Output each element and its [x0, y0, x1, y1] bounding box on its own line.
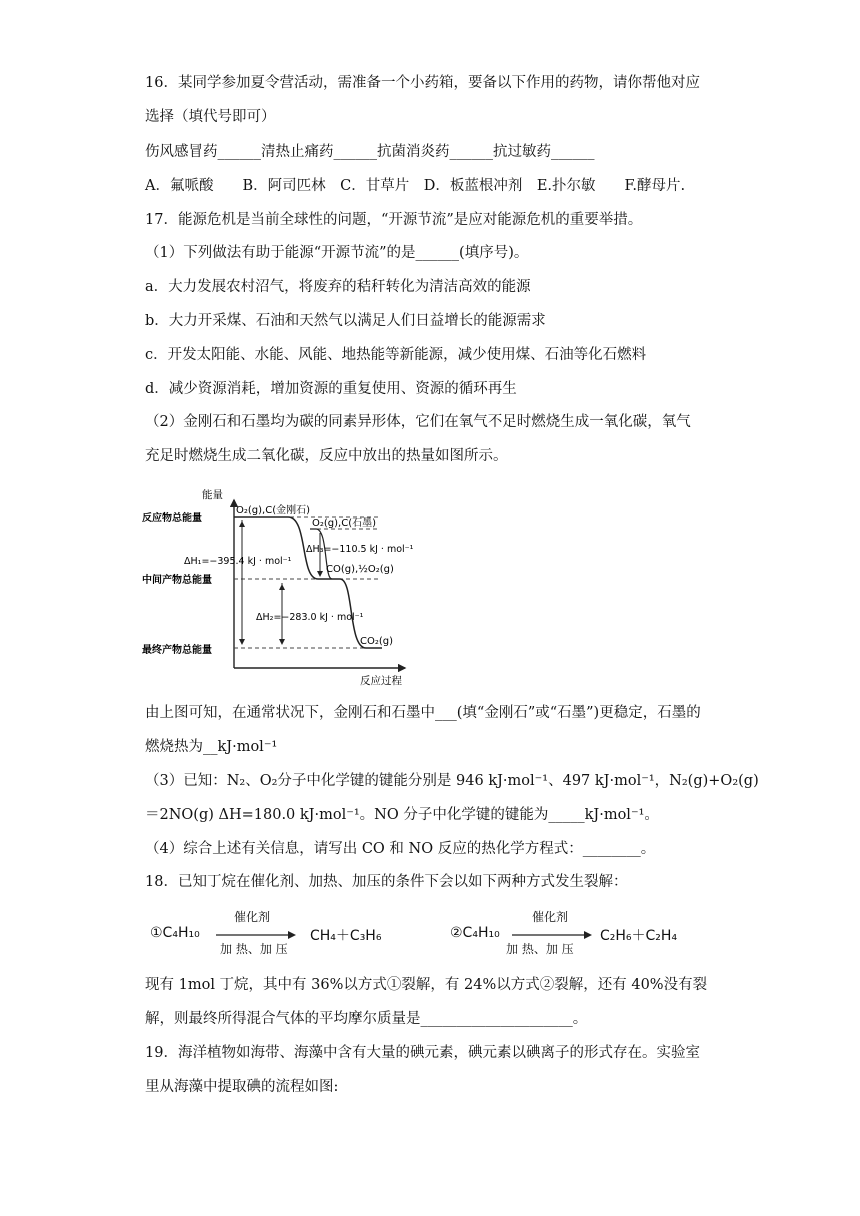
q17-after-line-1: 由上图可知，在通常状况下，金刚石和石墨中___(填“金刚石”或“石墨”)更稳定，石墨的 [145, 705, 701, 721]
reaction-1-products: CH₄＋C₃H₆ [310, 928, 382, 944]
q18-line-3: 解，则最终所得混合气体的平均摩尔质量是_____________________。 [145, 1011, 588, 1027]
dh1-label: ΔH₁=−395.4 kJ · mol⁻¹ [184, 556, 292, 567]
q16-line-1: 16．某同学参加夏令营活动，需准备一个小药箱，要备以下作用的药物，请你帮他对应 [145, 75, 700, 91]
species-graphite: O₂(g),C(石墨) [312, 518, 376, 529]
reaction-1 [150, 910, 410, 964]
reaction-1-conditions: 加 热、加 压 [220, 942, 288, 956]
q18-line-1: 18．已知丁烷在催化剂、加热、加压的条件下会以如下两种方式发生裂解： [145, 874, 628, 890]
q19-line-1: 19．海洋植物如海带、海藻中含有大量的碘元素，碘元素以碘离子的形式存在。实验室 [145, 1045, 700, 1061]
dh2-label: ΔH₂=−283.0 kJ · mol⁻¹ [256, 612, 364, 623]
q17-part3-line-1: （3）已知：N₂、O₂分子中化学键的键能分别是 946 kJ·mol⁻¹、497 kJ·mol⁻¹，N₂(g)+O₂(g) [145, 773, 759, 789]
reaction-2-catalyst: 催化剂 [532, 910, 569, 924]
reaction-2 [450, 910, 710, 964]
q17-part3-line-2: ＝2NO(g) ΔH=180.0 kJ·mol⁻¹。NO 分子中化学键的键能为_____kJ·mol⁻¹。 [145, 807, 659, 823]
reaction-2-reactant: ②C₄H₁₀ [450, 925, 500, 941]
q17-part2-line-2: 充足时燃烧生成二氧化碳，反应中放出的热量如图所示。 [145, 448, 508, 464]
q18-line-2: 现有 1mol 丁烷，其中有 36%以方式①裂解，有 24%以方式②裂解，还有 40%没有裂 [145, 977, 708, 993]
q19-line-2: 里从海藻中提取碘的流程如图: [145, 1079, 339, 1095]
species-diamond: O₂(g),C(金刚石) [236, 505, 310, 516]
reaction-1-reactant: ①C₄H₁₀ [150, 925, 200, 941]
q17-after-line-2: 燃烧热为__kJ·mol⁻¹ [145, 739, 278, 755]
species-co2: CO₂(g) [360, 636, 394, 647]
q17-part4: （4）综合上述有关信息，请写出 CO 和 NO 反应的热化学方程式：________。 [145, 841, 656, 857]
q17-option-b: b．大力开采煤、石油和天然气以满足人们日益增长的能源需求 [145, 313, 546, 329]
q17-part1: （1）下列做法有助于能源“开源节流”的是______(填序号)。 [145, 245, 529, 261]
q17-option-d: d．减少资源消耗，增加资源的重复使用、资源的循环再生 [145, 381, 517, 397]
q17-option-c: c．开发太阳能、水能、风能、地热能等新能源，减少使用煤、石油等化石燃料 [145, 347, 647, 363]
q17-part2-line-1: （2）金刚石和石墨均为碳的同素异形体，它们在氧气不足时燃烧生成一氧化碳，氧气 [145, 414, 691, 430]
level-reactant-label: 反应物总能量 [142, 513, 202, 524]
reaction-1-catalyst: 催化剂 [234, 910, 271, 924]
reaction-2-products: C₂H₆＋C₂H₄ [600, 928, 678, 944]
energy-level-diagram [140, 480, 430, 690]
y-axis-label: 能量 [202, 489, 223, 501]
q16-options: A．氟哌酸 B．阿司匹林 C．甘草片 D．板蓝根冲剂 E.扑尔敏 F.酵母片. [145, 178, 686, 194]
q17-line-1: 17．能源危机是当前全球性的问题，“开源节流”是应对能源危机的重要举措。 [145, 212, 643, 228]
level-final-label: 最终产物总能量 [142, 645, 212, 656]
x-axis-label: 反应过程 [360, 675, 402, 687]
reaction-2-conditions: 加 热、加 压 [506, 942, 574, 956]
q16-line-2: 选择（填代号即可） [145, 109, 276, 125]
q17-option-a: a．大力发展农村沼气，将废弃的秸秆转化为清洁高效的能源 [145, 279, 531, 295]
species-co: CO(g),½O₂(g) [326, 564, 394, 575]
dh3-label: ΔH₃=−110.5 kJ · mol⁻¹ [306, 544, 414, 555]
reaction-1-arrow [216, 930, 300, 940]
level-intermediate-label: 中间产物总能量 [142, 575, 212, 586]
reaction-2-arrow [512, 930, 596, 940]
q16-line-3: 伤风感冒药______清热止痛药______抗菌消炎药______抗过敏药______ [145, 144, 595, 160]
